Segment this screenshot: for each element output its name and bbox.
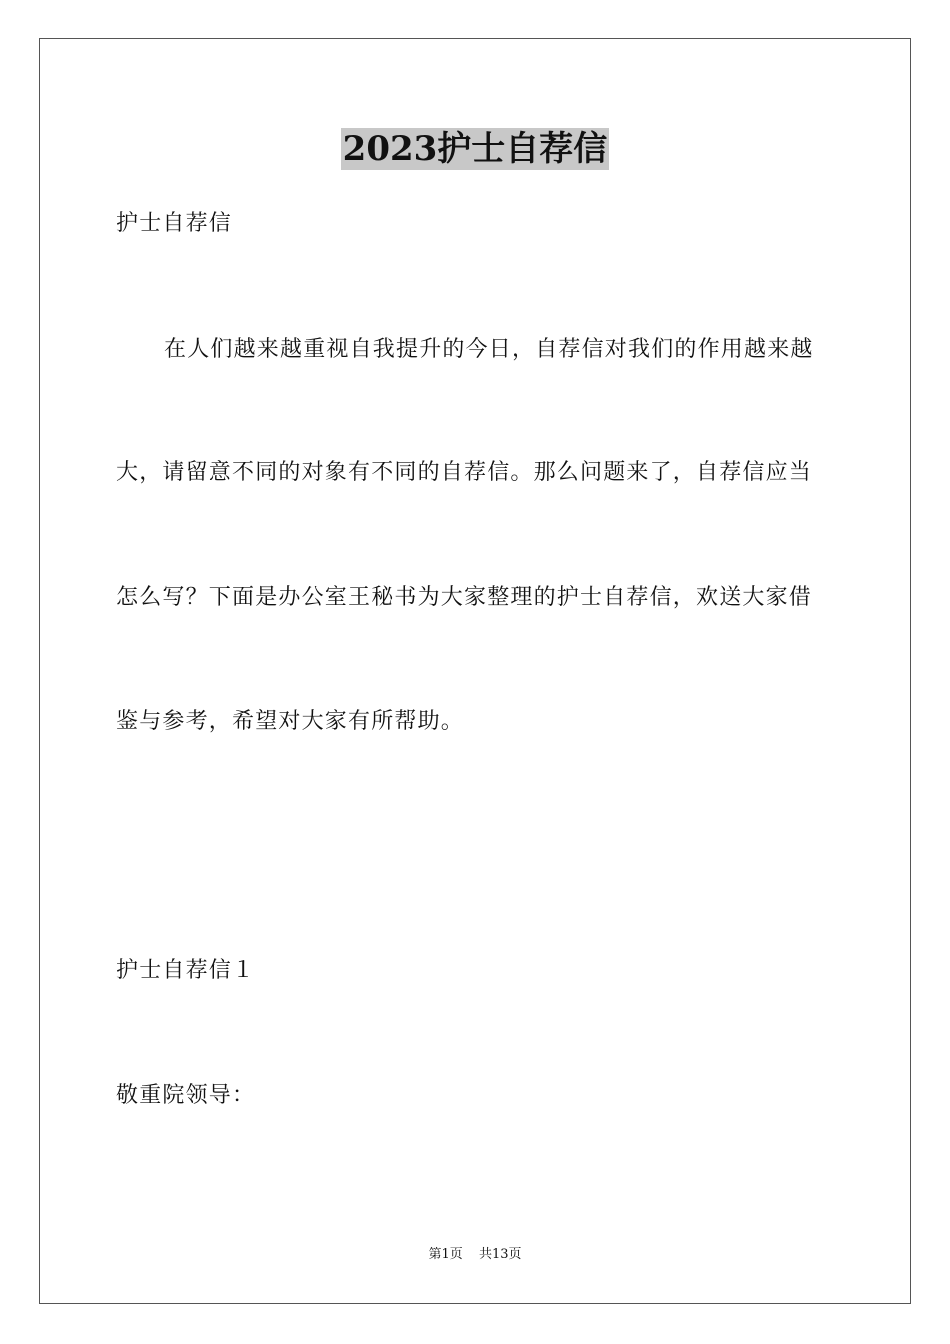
paragraph-line-1: 在人们越来越重视自我提升的今日，自荐信对我们的作用越来越 (164, 337, 814, 362)
page-footer (0, 1246, 950, 1264)
section-heading: 护士自荐信１ (116, 958, 256, 983)
subtitle: 护士自荐信 (116, 211, 233, 236)
title-container (0, 128, 950, 170)
salutation: 敬重院领导： (116, 1083, 256, 1108)
document-title: 2023护士自荐信 (342, 129, 608, 169)
paragraph-line-4: 鉴与参考，希望对大家有所帮助。 (116, 709, 465, 734)
paragraph-line-2: 大，请留意不同的对象有不同的自荐信。那么问题来了，自荐信应当 (116, 460, 813, 485)
page-number: 第1页 (428, 1247, 463, 1262)
paragraph-line-3: 怎么写？下面是办公室王秘书为大家整理的护士自荐信，欢送大家借 (116, 585, 813, 610)
page-total: 共13页 (478, 1247, 522, 1262)
